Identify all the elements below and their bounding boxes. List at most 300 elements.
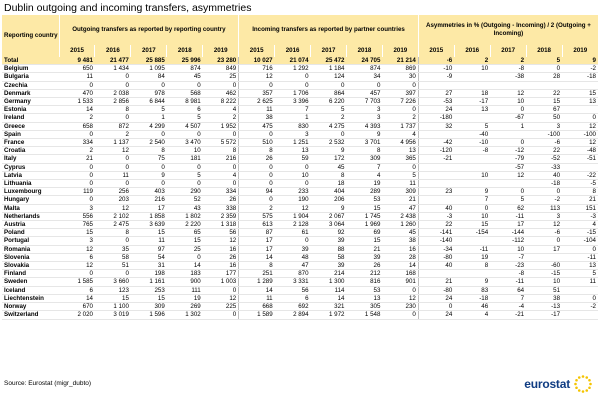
asym-value-cell: 10 (490, 98, 526, 106)
asym-value-cell: 21 (418, 278, 454, 286)
inc-value-cell: 10 (275, 171, 311, 179)
asym-value-cell: -4 (490, 303, 526, 311)
out-value-cell: 0 (167, 253, 203, 261)
inc-value-cell: 39 (311, 237, 347, 245)
country-cell: Estonia (2, 106, 59, 114)
out-value-cell: 0 (95, 180, 131, 188)
inc-value-cell: 9 (311, 204, 347, 212)
out-value-cell: 11 (95, 171, 131, 179)
asym-value-cell (418, 196, 454, 204)
asym-value-cell: -33 (526, 163, 562, 171)
out-value-cell: 0 (131, 130, 167, 138)
out-value-cell: 52 (167, 196, 203, 204)
table-row (2, 212, 598, 220)
inc-value-cell: 38 (382, 237, 418, 245)
eurostat-logo: eurostat (524, 377, 570, 391)
inc-value-cell: 365 (382, 155, 418, 163)
out-value-cell: 12 (59, 262, 95, 270)
asym-value-cell: 11 (562, 278, 598, 286)
eu-star (588, 386, 591, 389)
out-value-cell: 658 (59, 122, 95, 130)
asym-value-cell: 12 (562, 139, 598, 147)
asym-value-cell: 0 (562, 114, 598, 122)
out-value-cell: 1 318 (203, 221, 239, 229)
inc-value-cell: 7 (275, 106, 311, 114)
header-year: 2017 (311, 45, 347, 57)
inc-value-cell: 289 (346, 188, 382, 196)
header-year: 2015 (418, 45, 454, 57)
out-value-cell: 8 (203, 147, 239, 155)
inc-value-cell: 2 (382, 114, 418, 122)
out-value-cell: 21 477 (95, 57, 131, 65)
out-value-cell: 0 (203, 180, 239, 188)
asym-value-cell: 22 (418, 221, 454, 229)
header-year: 2016 (275, 45, 311, 57)
table-row (2, 303, 598, 311)
inc-value-cell: 13 (346, 294, 382, 302)
out-value-cell: 338 (203, 204, 239, 212)
asym-value-cell: 10 (526, 278, 562, 286)
inc-value-cell: 309 (346, 155, 382, 163)
asym-value-cell: 46 (454, 303, 490, 311)
asym-value-cell: 12 (526, 221, 562, 229)
out-value-cell: 2 (95, 130, 131, 138)
table-row (2, 253, 598, 261)
out-value-cell: 11 (59, 73, 95, 81)
asym-value-cell: -40 (454, 130, 490, 138)
out-value-cell: 58 (95, 253, 131, 261)
inc-value-cell: 21 214 (382, 57, 418, 65)
out-value-cell: 177 (203, 270, 239, 278)
inc-value-cell: 0 (239, 130, 275, 138)
asym-value-cell: 15 (562, 89, 598, 97)
out-value-cell: 65 (167, 229, 203, 237)
inc-value-cell: 56 (275, 286, 311, 294)
out-value-cell: 5 (167, 171, 203, 179)
table-row (2, 122, 598, 130)
inc-value-cell: 25 472 (311, 57, 347, 65)
asym-value-cell: 5 (454, 122, 490, 130)
inc-value-cell: 1 737 (382, 122, 418, 130)
asym-value-cell (562, 311, 598, 319)
out-value-cell: 54 (131, 253, 167, 261)
inc-value-cell: 8 (239, 147, 275, 155)
out-value-cell: 15 (95, 294, 131, 302)
out-value-cell: 900 (167, 278, 203, 286)
asym-value-cell: -11 (490, 212, 526, 220)
table-row (2, 81, 598, 89)
asym-value-cell: -180 (418, 114, 454, 122)
inc-value-cell: 45 (382, 229, 418, 237)
out-value-cell: 26 (203, 253, 239, 261)
table-row (2, 89, 598, 97)
out-value-cell: 25 (203, 73, 239, 81)
eu-star (582, 390, 585, 393)
inc-value-cell: 0 (239, 180, 275, 188)
inc-value-cell: 0 (275, 237, 311, 245)
inc-value-cell: 3 (346, 106, 382, 114)
out-value-cell: 225 (203, 303, 239, 311)
inc-value-cell: 0 (239, 171, 275, 179)
header-incoming: Incoming transfers as reported by partner countries (239, 15, 419, 45)
asym-value-cell: -22 (562, 171, 598, 179)
country-cell: Latvia (2, 171, 59, 179)
inc-value-cell: 2 438 (382, 212, 418, 220)
inc-value-cell: 2 625 (239, 98, 275, 106)
asym-value-cell: 12 (490, 89, 526, 97)
asym-value-cell: 12 (490, 171, 526, 179)
inc-value-cell: 61 (275, 229, 311, 237)
table-header (2, 15, 598, 57)
out-value-cell: 4 (203, 171, 239, 179)
inc-value-cell: 47 (275, 262, 311, 270)
inc-value-cell: 1 289 (239, 278, 275, 286)
inc-value-cell: 190 (275, 196, 311, 204)
out-value-cell: 2 038 (95, 89, 131, 97)
out-value-cell: 8 (131, 147, 167, 155)
table-row (2, 98, 598, 106)
page-title: Dublin outgoing and incoming transfers, asymmetries (4, 2, 252, 14)
out-value-cell: 21 (59, 155, 95, 163)
asym-value-cell: 3 (526, 212, 562, 220)
inc-value-cell: 864 (311, 89, 347, 97)
asym-value-cell: 17 (490, 221, 526, 229)
inc-value-cell: 11 (239, 294, 275, 302)
inc-value-cell: 168 (382, 270, 418, 278)
asym-value-cell: -112 (490, 237, 526, 245)
out-value-cell: 0 (131, 81, 167, 89)
out-value-cell: 2 (203, 114, 239, 122)
country-cell: Italy (2, 155, 59, 163)
out-value-cell: 216 (203, 155, 239, 163)
asym-value-cell: 10 (454, 65, 490, 73)
out-value-cell: 111 (167, 286, 203, 294)
out-value-cell: 8 (95, 106, 131, 114)
asym-value-cell: 8 (562, 188, 598, 196)
inc-value-cell: 2 128 (275, 221, 311, 229)
inc-value-cell: 1 706 (275, 89, 311, 97)
out-value-cell: 3 660 (95, 278, 131, 286)
asym-value-cell: -7 (490, 253, 526, 261)
out-value-cell: 1 434 (95, 65, 131, 73)
asym-value-cell: -80 (418, 253, 454, 261)
asym-value-cell: 51 (526, 286, 562, 294)
table-row (2, 139, 598, 147)
inc-value-cell: 39 (346, 253, 382, 261)
inc-value-cell: 6 (275, 294, 311, 302)
table-row (2, 196, 598, 204)
out-value-cell: 1 095 (131, 65, 167, 73)
asym-value-cell (490, 180, 526, 188)
country-cell: France (2, 139, 59, 147)
inc-value-cell: 2 (239, 204, 275, 212)
asym-value-cell: 27 (418, 89, 454, 97)
out-value-cell: 8 222 (203, 98, 239, 106)
table-row (2, 262, 598, 270)
inc-value-cell: 404 (311, 188, 347, 196)
asym-value-cell: -10 (454, 139, 490, 147)
asym-value-cell: 24 (418, 106, 454, 114)
source-note: Source: Eurostat (migr_dubto) (4, 380, 92, 387)
inc-value-cell: 21 (382, 196, 418, 204)
asym-value-cell (418, 171, 454, 179)
out-value-cell: 14 (59, 106, 95, 114)
asym-value-cell: 13 (562, 98, 598, 106)
inc-value-cell: 1 292 (275, 65, 311, 73)
asym-value-cell: -10 (418, 65, 454, 73)
out-value-cell: 75 (131, 155, 167, 163)
out-value-cell: 1 302 (167, 311, 203, 319)
out-value-cell: 9 481 (59, 57, 95, 65)
out-value-cell: 1 952 (203, 122, 239, 130)
eu-star (575, 386, 578, 389)
asym-value-cell: -13 (526, 303, 562, 311)
country-cell: Germany (2, 98, 59, 106)
out-value-cell: 403 (131, 188, 167, 196)
inc-value-cell: 14 (239, 286, 275, 294)
out-value-cell: 1 858 (131, 212, 167, 220)
inc-value-cell: 19 (346, 180, 382, 188)
inc-value-cell: 0 (382, 311, 418, 319)
out-value-cell: 3 (59, 204, 95, 212)
asym-value-cell: -51 (562, 155, 598, 163)
out-value-cell: 4 (203, 106, 239, 114)
inc-value-cell: 5 (382, 171, 418, 179)
out-value-cell: 874 (167, 65, 203, 73)
inc-value-cell: 14 (382, 262, 418, 270)
inc-value-cell: 0 (346, 81, 382, 89)
eu-star (585, 389, 588, 392)
country-cell: Finland (2, 270, 59, 278)
out-value-cell: 0 (59, 81, 95, 89)
out-value-cell: 14 (167, 262, 203, 270)
table-row (2, 237, 598, 245)
out-value-cell: 670 (59, 303, 95, 311)
out-value-cell: 1 533 (59, 98, 95, 106)
inc-value-cell: 92 (311, 229, 347, 237)
out-value-cell: 31 (131, 262, 167, 270)
country-cell: Iceland (2, 286, 59, 294)
asym-value-cell (418, 180, 454, 188)
inc-value-cell: 38 (239, 114, 275, 122)
inc-value-cell: 18 (311, 180, 347, 188)
asym-value-cell: 151 (562, 204, 598, 212)
country-cell: Czechia (2, 81, 59, 89)
asym-value-cell (490, 130, 526, 138)
inc-value-cell: 206 (311, 196, 347, 204)
out-value-cell: 3 639 (131, 221, 167, 229)
out-value-cell: 872 (95, 122, 131, 130)
asym-value-cell: -67 (490, 114, 526, 122)
out-value-cell: 0 (167, 180, 203, 188)
out-value-cell: 123 (95, 286, 131, 294)
country-cell: Norway (2, 303, 59, 311)
inc-value-cell: 10 027 (239, 57, 275, 65)
asym-value-cell: 40 (418, 204, 454, 212)
out-value-cell: 3 (59, 237, 95, 245)
inc-value-cell: 0 (311, 130, 347, 138)
asym-value-cell: 15 (526, 98, 562, 106)
country-cell: Croatia (2, 147, 59, 155)
asym-value-cell: -34 (418, 245, 454, 253)
out-value-cell: 1 (131, 114, 167, 122)
inc-value-cell: 3 (275, 130, 311, 138)
out-value-cell: 0 (203, 163, 239, 171)
inc-value-cell: 124 (311, 73, 347, 81)
asym-value-cell: -38 (490, 73, 526, 81)
out-value-cell: 3 019 (95, 311, 131, 319)
country-cell: Slovakia (2, 262, 59, 270)
country-cell: Romania (2, 245, 59, 253)
out-value-cell: 0 (59, 180, 95, 188)
inc-value-cell: 0 (382, 106, 418, 114)
inc-value-cell: 8 (346, 147, 382, 155)
asym-value-cell: -154 (454, 229, 490, 237)
country-cell: Netherlands (2, 212, 59, 220)
inc-value-cell: 668 (239, 303, 275, 311)
asym-value-cell: -2 (526, 196, 562, 204)
asym-value-cell: -48 (562, 147, 598, 155)
asym-value-cell (562, 81, 598, 89)
out-value-cell: 0 (59, 163, 95, 171)
out-value-cell: 0 (203, 81, 239, 89)
header-years-row (2, 45, 598, 57)
table-row (2, 114, 598, 122)
inc-value-cell: 3 064 (311, 221, 347, 229)
asym-value-cell: 113 (526, 204, 562, 212)
out-value-cell: 9 (131, 171, 167, 179)
asym-value-cell: -104 (562, 237, 598, 245)
asym-value-cell (454, 73, 490, 81)
out-value-cell: 12 (59, 245, 95, 253)
asym-value-cell (454, 180, 490, 188)
asym-value-cell: 13 (562, 262, 598, 270)
out-value-cell: 2 220 (167, 221, 203, 229)
inc-value-cell: 9 (346, 130, 382, 138)
inc-value-cell: 1 260 (382, 221, 418, 229)
inc-value-cell: 1 (275, 114, 311, 122)
country-cell: Portugal (2, 237, 59, 245)
asym-value-cell: -11 (454, 245, 490, 253)
country-cell: Liechtenstein (2, 294, 59, 302)
table-row (2, 270, 598, 278)
inc-value-cell: 15 (346, 237, 382, 245)
inc-value-cell: 172 (311, 155, 347, 163)
out-value-cell: 84 (131, 73, 167, 81)
asym-value-cell: 50 (526, 114, 562, 122)
asym-value-cell: 62 (490, 204, 526, 212)
inc-value-cell: 212 (346, 270, 382, 278)
asym-value-cell: -6 (526, 139, 562, 147)
inc-value-cell: 15 (346, 204, 382, 212)
inc-value-cell: 816 (346, 278, 382, 286)
inc-value-cell: 457 (346, 89, 382, 97)
asym-value-cell: -141 (418, 229, 454, 237)
out-value-cell: 97 (131, 245, 167, 253)
eu-star (575, 379, 578, 382)
inc-value-cell: 94 (239, 188, 275, 196)
inc-value-cell: 0 (239, 196, 275, 204)
out-value-cell: 25 (167, 245, 203, 253)
inc-value-cell: 1 300 (311, 278, 347, 286)
out-value-cell: 650 (59, 65, 95, 73)
out-value-cell: 26 (203, 196, 239, 204)
inc-value-cell: 53 (346, 196, 382, 204)
asym-value-cell: 67 (526, 106, 562, 114)
asym-value-cell: 8 (454, 262, 490, 270)
out-value-cell: 1 161 (131, 278, 167, 286)
inc-value-cell: 48 (275, 253, 311, 261)
out-value-cell: 5 (167, 114, 203, 122)
inc-value-cell: 305 (346, 303, 382, 311)
inc-value-cell: 88 (311, 245, 347, 253)
asym-value-cell: -18 (562, 73, 598, 81)
asym-value-cell: -18 (526, 180, 562, 188)
asym-value-cell (454, 155, 490, 163)
eu-star (578, 389, 581, 392)
asym-value-cell: 0 (562, 294, 598, 302)
inc-value-cell: 39 (311, 262, 347, 270)
asym-value-cell: -53 (418, 98, 454, 106)
country-cell: Total (2, 57, 59, 65)
asym-value-cell: 5 (562, 270, 598, 278)
asym-value-cell (454, 163, 490, 171)
out-value-cell: 16 (203, 262, 239, 270)
asym-value-cell: 64 (490, 286, 526, 294)
out-value-cell: 15 (131, 294, 167, 302)
country-cell: Sweden (2, 278, 59, 286)
asym-value-cell (418, 130, 454, 138)
asym-value-cell (454, 114, 490, 122)
out-value-cell: 0 (95, 237, 131, 245)
asym-value-cell: -144 (490, 229, 526, 237)
inc-value-cell: 69 (346, 229, 382, 237)
header-year: 2015 (239, 45, 275, 57)
inc-value-cell: 13 (382, 147, 418, 155)
inc-value-cell: 1 972 (311, 311, 347, 319)
asym-value-cell: 0 (526, 237, 562, 245)
out-value-cell: 0 (95, 114, 131, 122)
asym-value-cell: -12 (490, 147, 526, 155)
eu-star (578, 376, 581, 379)
country-cell: Belgium (2, 65, 59, 73)
out-value-cell: 5 572 (203, 139, 239, 147)
out-value-cell: 45 (167, 73, 203, 81)
out-value-cell: 556 (59, 212, 95, 220)
asym-value-cell: 7 (490, 294, 526, 302)
country-cell: Malta (2, 204, 59, 212)
out-value-cell: 19 (167, 294, 203, 302)
inc-value-cell: 21 074 (275, 57, 311, 65)
out-value-cell: 256 (95, 188, 131, 196)
inc-value-cell: 397 (382, 89, 418, 97)
table-row (2, 311, 598, 319)
inc-value-cell: 510 (239, 139, 275, 147)
asym-value-cell: 23 (418, 188, 454, 196)
asym-value-cell: -2 (562, 65, 598, 73)
out-value-cell: 203 (95, 196, 131, 204)
inc-value-cell: 4 275 (311, 122, 347, 130)
inc-value-cell: 901 (382, 278, 418, 286)
inc-value-cell: 0 (382, 286, 418, 294)
asym-value-cell (418, 270, 454, 278)
asym-value-cell (418, 81, 454, 89)
inc-value-cell: 692 (275, 303, 311, 311)
out-value-cell: 0 (167, 81, 203, 89)
out-value-cell: 16 (203, 245, 239, 253)
out-value-cell: 216 (131, 196, 167, 204)
inc-value-cell: 613 (239, 221, 275, 229)
